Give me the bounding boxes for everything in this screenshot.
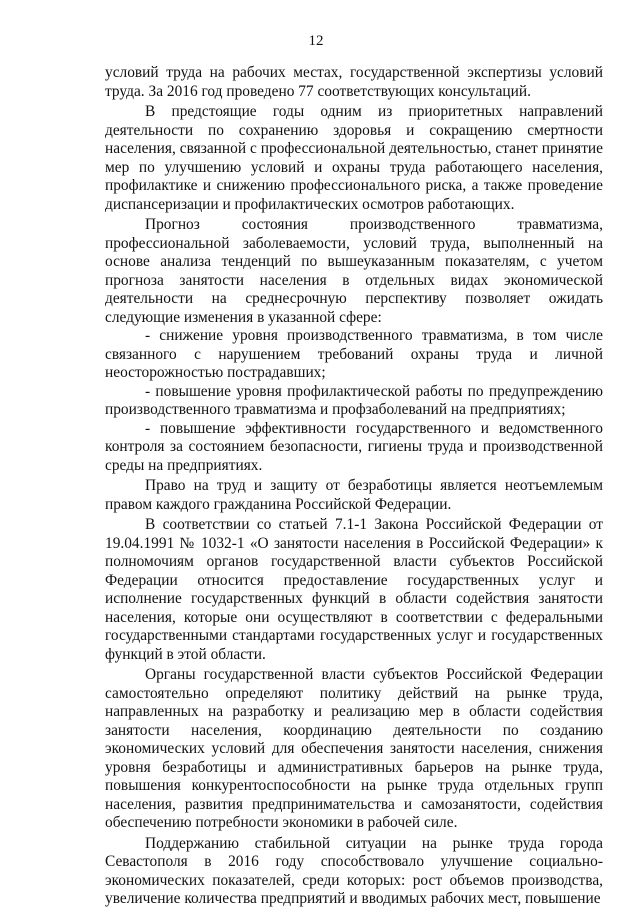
list-item: - повышение уровня профилактической работы по предупреждению производственного травматизма и профзаболеваний на предприятиях; [105,382,603,418]
paragraph: условий труда на рабочих местах, государственной экспертизы условий труда. За 2016 год проведено 77 соответствующих консультаций. [105,64,603,100]
document-body [105,64,603,909]
paragraph: Поддержанию стабильной ситуации на рынке труда города Севастополя в 2016 году способствовало улучшение социально-экономических показателей, среди которых: рост объемов производства, увеличение количества предприятий и вводимых рабочих мест, повышение [105,834,603,907]
paragraph: В предстоящие годы одним из приоритетных направлений деятельности по сохранению здоровья и сокращению смертности населения, связанной с профессиональной деятельностью, станет принятие мер по улучшению условий и охраны труда работающего населения, профилактике и снижению профессионального риска, а также проведение диспансеризации и профилактических осмотров работающих. [105,103,603,213]
list-item: - повышение эффективности государственного и ведомственного контроля за состоянием безопасности, гигиены труда и производственной среды на предприятиях. [105,419,603,474]
paragraph: Органы государственной власти субъектов Российской Федерации самостоятельно определяют политику действий на рынке труда, направленных на разработку и реализацию мер в области содействия занятости населения, координацию деятельности по созданию экономических условий для обеспечения занятости населения, снижения уровня безработицы и административных барьеров на рынке труда, повышения конкурентоспособности на рынке труда отдельных групп населения, развития предпринимательства и самозанятости, содействия обеспечению потребности экономики в рабочей силе. [105,666,603,831]
list-item: - снижение уровня производственного травматизма, в том числе связанного с нарушением требований охраны труда и личной неосторожностью пострадавших; [105,327,603,381]
paragraph: Право на труд и защиту от безработицы является неотъемлемым правом каждого гражданина Российской Федерации. [105,477,603,513]
paragraph: Прогноз состояния производственного травматизма, профессиональной заболеваемости, условий труда, выполненный на основе анализа тенденций по вышеуказанным показателям, с учетом прогноза занятости населения в отдельных видах экономической деятельности на среднесрочную перспективу позволяет ожидать следующие изменения в указанной сфере: [105,216,603,326]
paragraph: В соответствии со статьей 7.1-1 Закона Российской Федерации от 19.04.1991 № 1032-1 «О занятости населения в Российской Федерации» к полномочиям органов государственной власти субъектов Российской Федерации относится предоставление государственных услуг и исполнение государственных функций в области содействия занятости населения, которые они осуществляют в соответствии с федеральными государственными стандартами государственных услуг и государственных функций в этой области. [105,516,603,663]
page-number: 12 [308,33,324,49]
